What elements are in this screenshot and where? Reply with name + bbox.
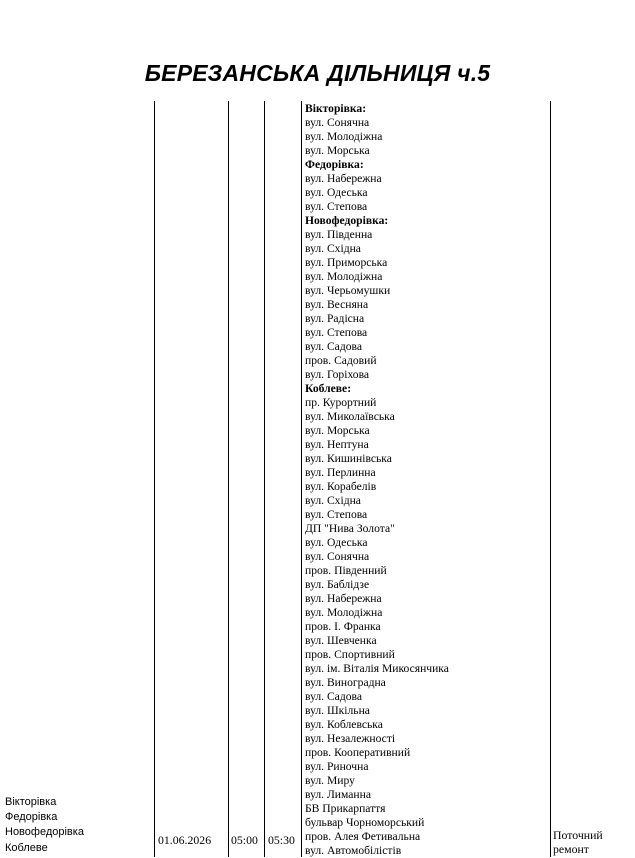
column-divider-start-end xyxy=(264,101,265,857)
street-item: вул. Радісна xyxy=(305,312,365,325)
street-item: вул. Степова xyxy=(305,200,368,213)
street-item: вул. Миколаївська xyxy=(305,410,395,423)
street-item: вул. Степова xyxy=(305,508,368,521)
street-item: вул. Морська xyxy=(305,144,370,157)
work-type-line: Поточний xyxy=(553,828,603,842)
work-type-line: ремонт xyxy=(553,842,589,856)
street-item: вул. Степова xyxy=(305,326,368,339)
street-group-title: Новофедорівка: xyxy=(305,214,389,227)
column-divider-locality-date xyxy=(154,101,155,857)
street-item: вул. Садова xyxy=(305,690,362,703)
column-divider-date-start xyxy=(228,101,229,857)
localities-cell xyxy=(5,795,84,856)
work-type-cell xyxy=(553,828,603,856)
street-item: вул. Баблідзе xyxy=(305,578,370,591)
street-item: вул. Миру xyxy=(305,774,355,787)
street-item: пров. Садовий xyxy=(305,354,377,367)
street-item: пров. Спортивний xyxy=(305,648,395,661)
street-item: вул. Автомобілістів xyxy=(305,844,402,857)
page-title: БЕРЕЗАНСЬКА ДІЛЬНИЦЯ ч.5 xyxy=(144,60,491,86)
street-item: вул. Риночна xyxy=(305,760,369,773)
street-item: вул. Весняна xyxy=(305,298,369,311)
outage-start-time: 05:00 xyxy=(231,833,258,847)
street-item: бульвар Чорноморський xyxy=(305,816,425,829)
street-item: вул. Одеська xyxy=(305,186,368,199)
street-item: вул. Східна xyxy=(305,242,361,255)
street-item: вул. Набережна xyxy=(305,172,382,185)
street-item: вул. Шевченка xyxy=(305,634,377,647)
outage-end-time: 05:30 xyxy=(268,833,295,847)
street-item: ДП "Нива Золота" xyxy=(305,522,395,535)
street-item: пров. Алея Фетивальна xyxy=(305,830,421,843)
street-item: вул. Корабелів xyxy=(305,480,377,493)
street-item: вул. Виноградна xyxy=(305,676,386,689)
street-item: вул. Південна xyxy=(305,228,373,241)
streets-cell xyxy=(305,102,550,858)
street-item: вул. Морська xyxy=(305,424,370,437)
street-item: пров. І. Франка xyxy=(305,620,381,633)
street-item: вул. Горіхова xyxy=(305,368,370,381)
street-item: вул. ім. Віталія Микосянчика xyxy=(305,662,449,675)
street-item: вул. Коблевська xyxy=(305,718,383,731)
street-item: вул. Одеська xyxy=(305,536,368,549)
street-item: пр. Курортний xyxy=(305,396,377,409)
street-item: вул. Сонячна xyxy=(305,550,370,563)
outage-date: 01.06.2026 xyxy=(158,833,212,847)
street-item: вул. Молодіжна xyxy=(305,130,383,143)
locality-item: Вікторівка xyxy=(5,796,57,808)
street-item: вул. Молодіжна xyxy=(305,270,383,283)
street-item: вул. Черьомушки xyxy=(305,284,391,297)
street-item: вул. Нептуна xyxy=(305,438,369,451)
street-group-title: Коблеве: xyxy=(305,382,352,395)
street-item: вул. Східна xyxy=(305,494,361,507)
street-item: пров. Південний xyxy=(305,564,387,577)
street-group-title: Вікторівка: xyxy=(305,102,367,115)
street-item: вул. Садова xyxy=(305,340,362,353)
street-item: вул. Лиманна xyxy=(305,788,371,801)
locality-item: Новофедорівка xyxy=(5,826,84,839)
street-item: вул. Шкільна xyxy=(305,704,370,717)
street-item: вул. Набережна xyxy=(305,592,382,605)
column-divider-streets-type xyxy=(550,101,551,857)
locality-item: Федорівка xyxy=(5,811,58,824)
street-item: БВ Прикарпаття xyxy=(305,802,386,815)
street-item: вул. Молодіжна xyxy=(305,606,383,619)
street-item: пров. Кооперативний xyxy=(305,746,411,759)
street-item: вул. Сонячна xyxy=(305,116,370,129)
street-item: вул. Перлинна xyxy=(305,466,376,479)
street-item: вул. Кишинівська xyxy=(305,452,392,465)
street-item: вул. Незалежності xyxy=(305,732,396,745)
street-item: вул. Приморська xyxy=(305,256,388,269)
locality-item: Коблеве xyxy=(5,841,48,854)
column-divider-end-streets xyxy=(301,101,302,857)
street-group-title: Федорівка: xyxy=(305,158,364,171)
